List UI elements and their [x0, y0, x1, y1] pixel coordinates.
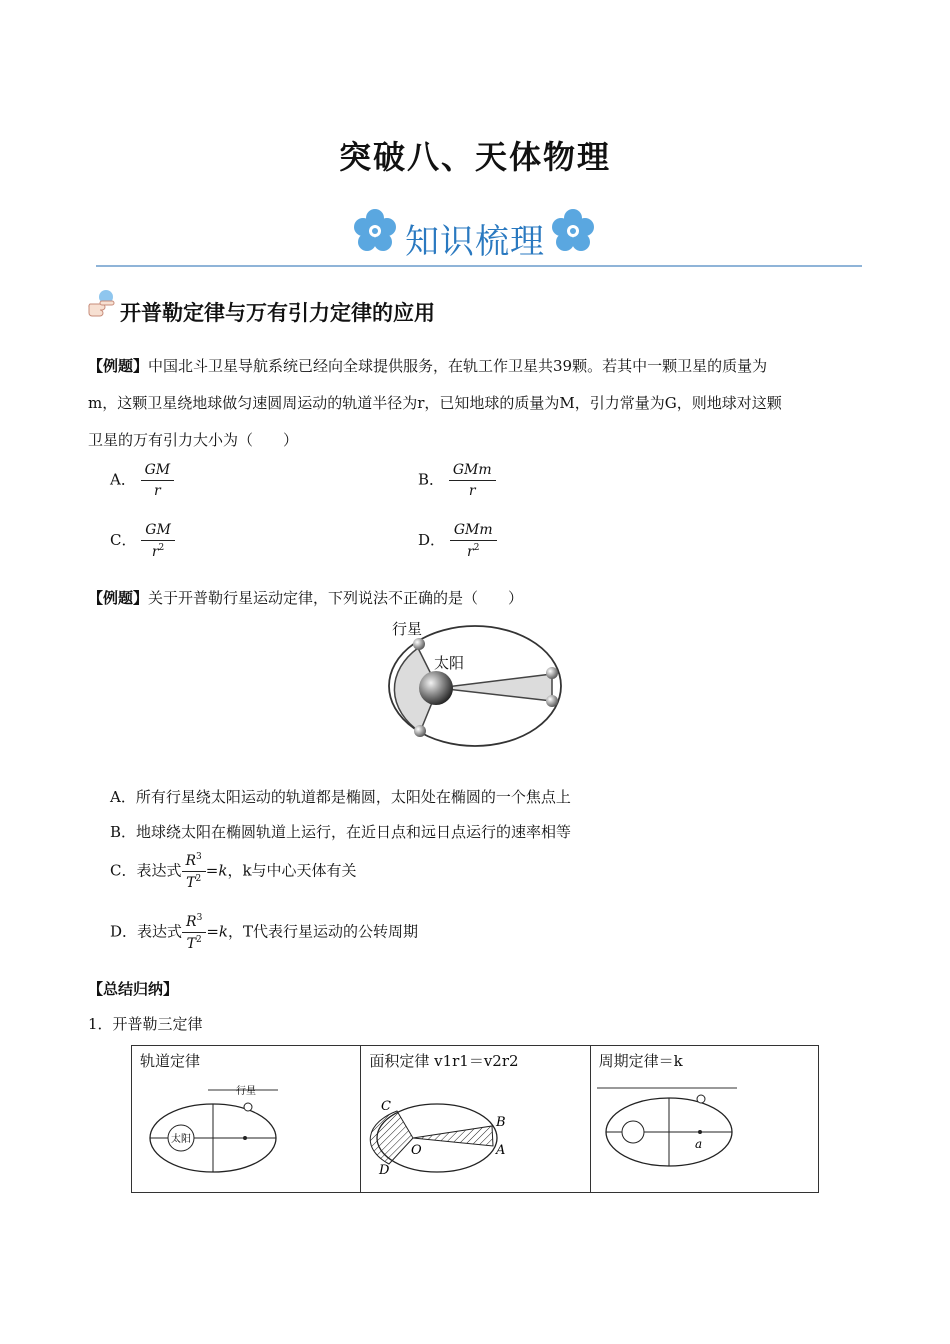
example1-option-c[interactable] [110, 522, 175, 560]
option-suffix: ，k与中心天体有关 [227, 861, 357, 880]
planet-icon [414, 725, 426, 737]
fig3-label-a: a [694, 1137, 702, 1151]
den-exponent: 2 [195, 874, 202, 884]
example2-option-a[interactable] [110, 786, 571, 807]
option-suffix: ，T代表行星运动的公转周期 [228, 922, 419, 941]
example1-text1: 中国北斗卫星导航系统已经向全球提供服务，在轨工作卫星共39颗。若其中一颗卫星的质量为 [148, 357, 768, 375]
example1-line3: 卫星的万有引力大小为（ ） [88, 431, 299, 449]
section-title: 开普勒定律与万有引力定律的应用 [120, 301, 435, 325]
fraction-numerator: GM [141, 522, 175, 541]
example1-block [88, 348, 868, 459]
option-letter: A． [110, 788, 136, 806]
fraction-denominator [182, 933, 206, 952]
option-letter: D． [418, 531, 446, 549]
fraction-numerator [182, 852, 206, 872]
fraction-denominator [141, 541, 175, 560]
option-equation: =k [206, 922, 228, 941]
num-text: R [186, 914, 197, 930]
table-header: 面积定律 v1r1＝v2r2 [369, 1052, 519, 1070]
fraction [141, 522, 175, 560]
den-text: r [154, 483, 161, 499]
planet-icon [546, 667, 558, 679]
area-law-figure [367, 1080, 517, 1180]
example2-option-c[interactable] [110, 852, 357, 891]
table-header: 轨道定律 [140, 1052, 201, 1070]
option-letter: C． [110, 531, 137, 549]
den-exponent: 2 [158, 543, 165, 553]
planet-icon [546, 695, 558, 707]
example1-tag: 【例题】 [88, 357, 149, 375]
fraction [141, 462, 175, 499]
fraction-numerator: GMm [449, 462, 496, 481]
fraction [182, 852, 206, 891]
fig2-label-d: D [379, 1163, 390, 1178]
flower-left-icon [354, 209, 396, 251]
fraction [449, 462, 496, 499]
example1-option-b[interactable] [418, 462, 496, 499]
fraction-numerator: GMm [450, 522, 497, 541]
table-cell-period-law [590, 1046, 818, 1193]
option-letter: B． [110, 823, 137, 841]
fraction-denominator [141, 481, 175, 499]
option-equation: =k [205, 861, 228, 880]
pointing-hand-icon [86, 288, 118, 320]
example1-option-d[interactable] [418, 522, 497, 560]
option-text: 所有行星绕太阳运动的轨道都是椭圆，太阳处在椭圆的一个焦点上 [135, 788, 571, 806]
den-text: r [151, 544, 159, 560]
option-letter: B． [418, 470, 445, 489]
example2-option-b[interactable] [110, 821, 571, 842]
den-exponent: 2 [195, 935, 202, 945]
option-text: 地球绕太阳在椭圆轨道上运行，在近日点和远日点运行的速率相等 [136, 823, 572, 841]
fig1-planet-label: 行星 [236, 1086, 256, 1097]
option-letter: A． [110, 470, 136, 489]
kepler-laws-table [131, 1045, 819, 1193]
fig2-label-b: B [496, 1115, 506, 1130]
summary-item1: 1．开普勒三定律 [88, 1015, 203, 1033]
period-law-figure [597, 1080, 747, 1180]
option-prefix: 表达式 [137, 922, 183, 941]
divider [96, 265, 862, 267]
page-title: 突破八、天体物理 [338, 138, 611, 176]
fraction-denominator [182, 872, 206, 891]
example2-option-d[interactable] [110, 913, 418, 952]
sun-icon [419, 671, 453, 705]
den-text: r [466, 544, 474, 560]
table-cell-area-law [361, 1046, 590, 1193]
fraction-denominator [450, 541, 497, 560]
den-text: r [468, 483, 476, 499]
den-exponent: 2 [473, 543, 480, 553]
fraction [182, 913, 206, 952]
fig2-label-a: A [496, 1143, 506, 1158]
fig1-sun-label: 太阳 [171, 1134, 191, 1145]
num-exponent: 3 [196, 852, 202, 862]
option-letter: C． [110, 861, 137, 880]
option-prefix: 表达式 [136, 861, 182, 880]
num-text: R [185, 853, 197, 869]
fig2-label-c: C [381, 1099, 392, 1114]
example1-option-a[interactable] [110, 462, 174, 499]
example1-line1 [88, 348, 868, 385]
fraction-numerator: GM [141, 462, 175, 481]
example2-tag: 【例题】 [88, 589, 149, 607]
den-text: T [186, 875, 196, 891]
den-text: T [186, 936, 196, 952]
fraction [450, 522, 497, 560]
fig2-label-o: O [411, 1143, 422, 1158]
figure-planet-label: 行星 [392, 620, 423, 638]
option-letter: D． [110, 922, 138, 941]
planet-icon [413, 638, 425, 650]
num-exponent: 3 [196, 913, 203, 923]
orbit-law-figure [138, 1080, 288, 1180]
example2-text: 关于开普勒行星运动定律，下列说法不正确的是（ ） [148, 589, 524, 607]
summary-tag: 【总结归纳】 [88, 980, 179, 998]
example1-line2: m，这颗卫星绕地球做匀速圆周运动的轨道半径为r，已知地球的质量为M，引力常量为G，则地球对这颗 [88, 394, 782, 412]
flower-right-icon [552, 209, 594, 251]
banner-title: 知识梳理 [405, 222, 545, 262]
fraction-numerator [182, 913, 206, 933]
figure-sun-label: 太阳 [434, 654, 465, 672]
table-cell-orbit-law [132, 1046, 361, 1193]
fraction-denominator [449, 481, 496, 499]
table-header: 周期定律＝k [598, 1052, 683, 1070]
